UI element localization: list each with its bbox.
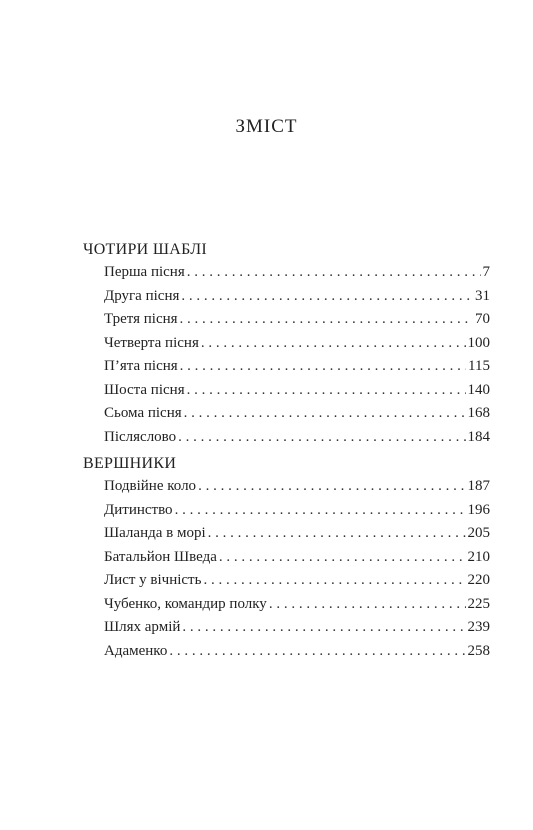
- entry-title: Чубенко, командир полку: [104, 595, 267, 612]
- entry-page-number: 115: [468, 358, 490, 374]
- dot-leader: [169, 640, 465, 664]
- toc-entry[interactable]: [104, 308, 490, 332]
- entry-page-number: 187: [467, 478, 490, 494]
- entry-title: Четверта пісня: [104, 334, 199, 351]
- entry-page-number: 196: [467, 501, 490, 518]
- toc-entry[interactable]: [104, 499, 490, 523]
- entry-page-number: 225: [467, 595, 490, 612]
- dot-leader: [208, 522, 466, 546]
- toc-entry[interactable]: [104, 355, 490, 379]
- entry-title: Батальйон Шведа: [104, 548, 217, 565]
- toc-entry[interactable]: [104, 593, 490, 617]
- toc-entry[interactable]: [104, 569, 490, 593]
- entry-title: Шаланда в морі: [104, 525, 206, 541]
- dot-leader: [269, 593, 466, 617]
- entry-title: Післяслово: [104, 428, 177, 445]
- dot-leader: [219, 546, 466, 570]
- dot-leader: [181, 285, 473, 309]
- entry-title: П’ята пісня: [104, 358, 178, 374]
- dot-leader: [198, 475, 465, 499]
- entry-title: Друга пісня: [104, 287, 180, 304]
- toc-entry[interactable]: [104, 402, 490, 426]
- dot-leader: [201, 332, 466, 356]
- entry-page-number: 258: [467, 642, 490, 659]
- entry-title: Сьома пісня: [104, 405, 182, 421]
- entry-page-number: 31: [475, 287, 490, 304]
- entry-page-number: 70: [475, 311, 490, 327]
- dot-leader: [187, 379, 466, 403]
- dot-leader: [203, 569, 465, 593]
- entry-page-number: 205: [467, 525, 490, 541]
- section-title: ВЕРШНИКИ: [83, 455, 177, 472]
- toc-entry[interactable]: [104, 261, 490, 285]
- entry-page-number: 100: [467, 334, 490, 351]
- table-of-contents: [83, 238, 490, 663]
- dot-leader: [184, 402, 466, 426]
- section-title: ЧОТИРИ ШАБЛІ: [83, 241, 207, 258]
- toc-entry[interactable]: [104, 426, 490, 450]
- entry-title: Перша пісня: [104, 264, 185, 280]
- entry-title: Лист у вічність: [104, 572, 202, 588]
- entry-page-number: 210: [467, 548, 490, 565]
- entry-page-number: 140: [467, 381, 490, 398]
- entry-title: Адаменко: [104, 642, 168, 659]
- entry-title: Шлях армій: [104, 619, 181, 635]
- entry-title: Дитинство: [104, 501, 173, 518]
- dot-leader: [180, 355, 466, 379]
- toc-entry[interactable]: [104, 546, 490, 570]
- toc-entry[interactable]: [104, 285, 490, 309]
- toc-section: [83, 238, 490, 449]
- dot-leader: [175, 499, 466, 523]
- toc-section: [83, 452, 490, 663]
- dot-leader: [178, 426, 465, 450]
- toc-entry[interactable]: [104, 379, 490, 403]
- entry-page-number: 168: [467, 405, 490, 421]
- toc-entry[interactable]: [104, 616, 490, 640]
- entry-page-number: 239: [467, 619, 490, 635]
- dot-leader: [180, 308, 473, 332]
- toc-entry[interactable]: [104, 332, 490, 356]
- toc-entry[interactable]: [104, 640, 490, 664]
- entry-page-number: 220: [467, 572, 490, 588]
- toc-entry[interactable]: [104, 522, 490, 546]
- dot-leader: [187, 261, 481, 285]
- dot-leader: [182, 616, 465, 640]
- entry-title: Третя пісня: [104, 311, 178, 327]
- entry-title: Шоста пісня: [104, 381, 185, 398]
- toc-entry[interactable]: [104, 475, 490, 499]
- page-title: ЗМІСТ: [235, 116, 298, 137]
- entry-title: Подвійне коло: [104, 478, 197, 494]
- entry-page-number: 7: [482, 264, 490, 280]
- entry-page-number: 184: [467, 428, 490, 445]
